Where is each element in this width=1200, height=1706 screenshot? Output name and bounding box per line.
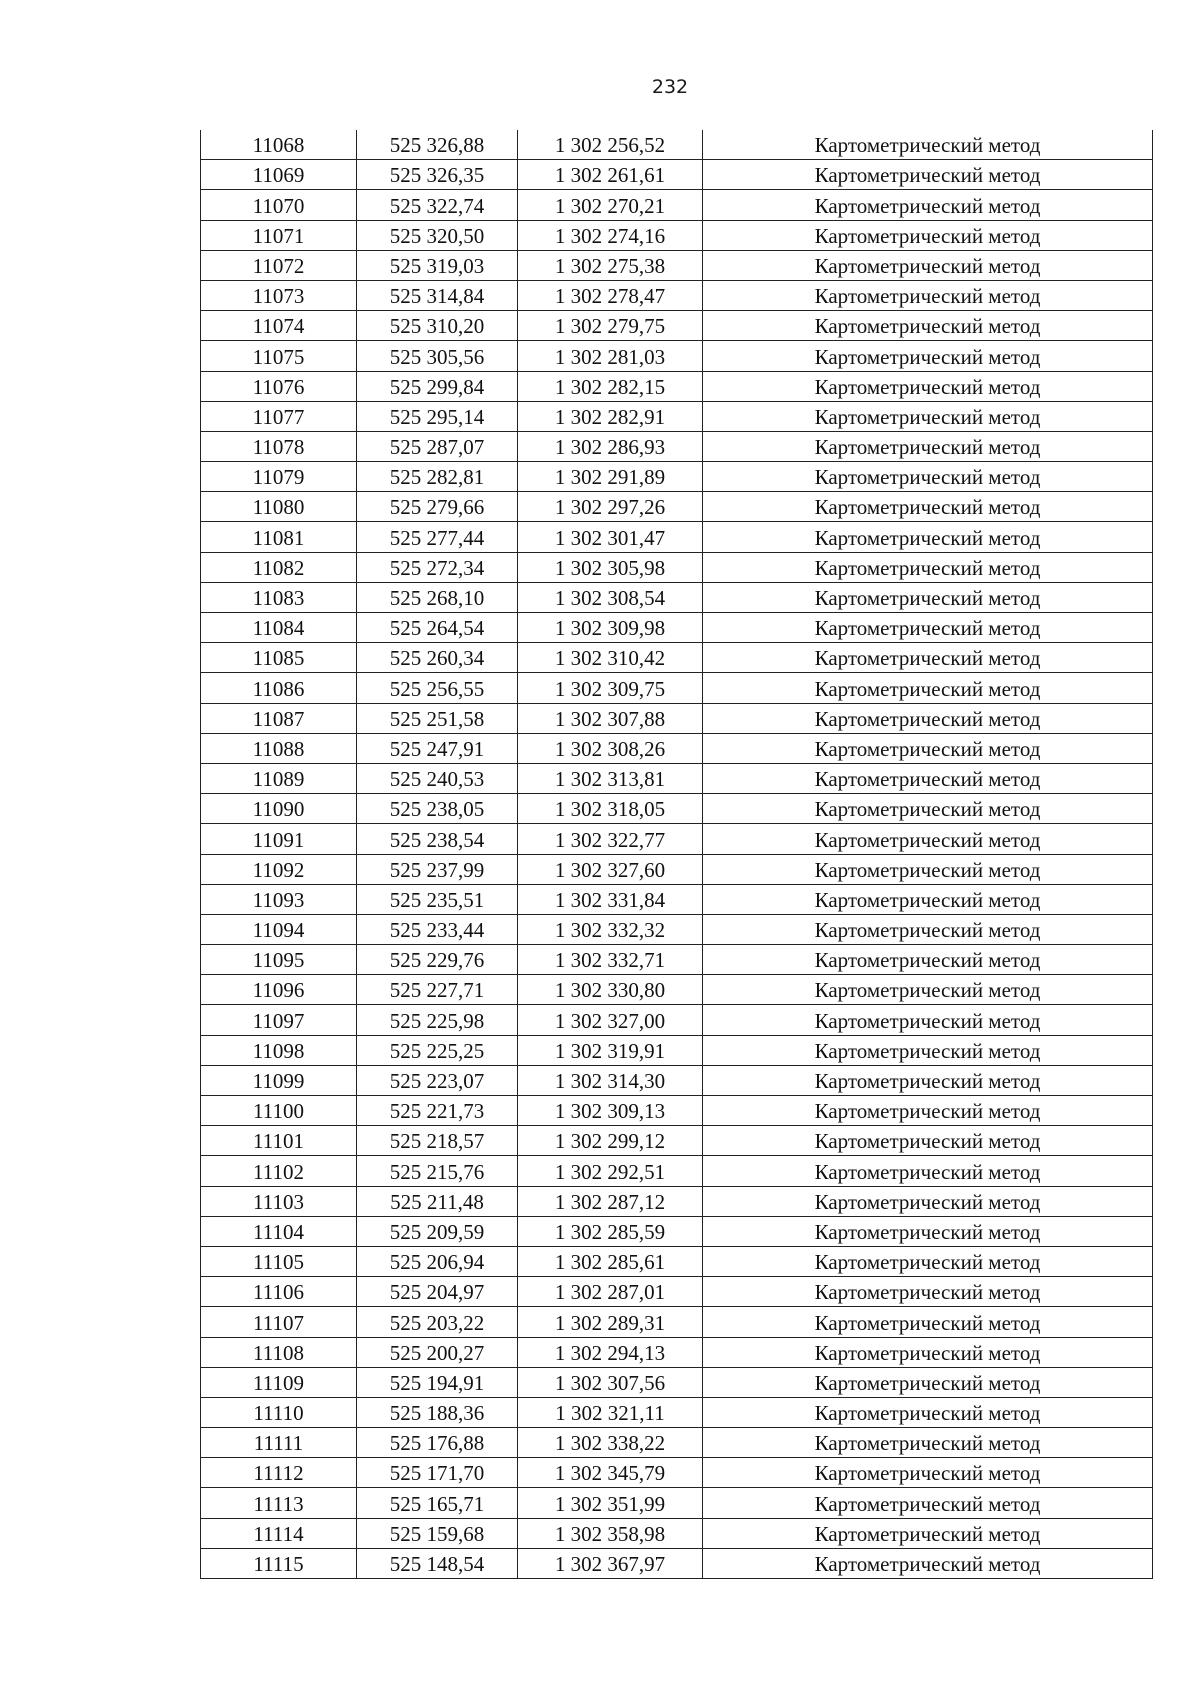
method-cell: Картометрический метод — [703, 824, 1153, 854]
point-number-cell: 11093 — [201, 884, 357, 914]
y-coordinate-cell: 1 302 327,60 — [518, 854, 703, 884]
point-number-cell: 11083 — [201, 582, 357, 612]
y-coordinate-cell: 1 302 256,52 — [518, 130, 703, 160]
y-coordinate-cell: 1 302 289,31 — [518, 1307, 703, 1337]
point-number-cell: 11073 — [201, 280, 357, 310]
y-coordinate-cell: 1 302 321,11 — [518, 1397, 703, 1427]
method-cell: Картометрический метод — [703, 341, 1153, 371]
table-row — [201, 552, 1153, 582]
y-coordinate-cell: 1 302 285,59 — [518, 1216, 703, 1246]
x-coordinate-cell: 525 227,71 — [357, 975, 518, 1005]
x-coordinate-cell: 525 305,56 — [357, 341, 518, 371]
table-row — [201, 130, 1153, 160]
x-coordinate-cell: 525 159,68 — [357, 1518, 518, 1548]
method-cell: Картометрический метод — [703, 190, 1153, 220]
point-number-cell: 11101 — [201, 1126, 357, 1156]
method-cell: Картометрический метод — [703, 1458, 1153, 1488]
x-coordinate-cell: 525 223,07 — [357, 1065, 518, 1095]
y-coordinate-cell: 1 302 307,56 — [518, 1367, 703, 1397]
x-coordinate-cell: 525 238,05 — [357, 794, 518, 824]
y-coordinate-cell: 1 302 309,13 — [518, 1096, 703, 1126]
y-coordinate-cell: 1 302 332,71 — [518, 945, 703, 975]
y-coordinate-cell: 1 302 285,61 — [518, 1246, 703, 1276]
table-row — [201, 945, 1153, 975]
x-coordinate-cell: 525 279,66 — [357, 492, 518, 522]
point-number-cell: 11092 — [201, 854, 357, 884]
table-row — [201, 854, 1153, 884]
point-number-cell: 11099 — [201, 1065, 357, 1095]
x-coordinate-cell: 525 256,55 — [357, 673, 518, 703]
point-number-cell: 11113 — [201, 1488, 357, 1518]
method-cell: Картометрический метод — [703, 794, 1153, 824]
x-coordinate-cell: 525 238,54 — [357, 824, 518, 854]
table-row — [201, 1397, 1153, 1427]
method-cell: Картометрический метод — [703, 763, 1153, 793]
table-row — [201, 733, 1153, 763]
x-coordinate-cell: 525 171,70 — [357, 1458, 518, 1488]
method-cell: Картометрический метод — [703, 613, 1153, 643]
point-number-cell: 11069 — [201, 160, 357, 190]
method-cell: Картометрический метод — [703, 552, 1153, 582]
point-number-cell: 11089 — [201, 763, 357, 793]
method-cell: Картометрический метод — [703, 220, 1153, 250]
point-number-cell: 11071 — [201, 220, 357, 250]
table-row — [201, 190, 1153, 220]
method-cell: Картометрический метод — [703, 1035, 1153, 1065]
method-cell: Картометрический метод — [703, 1065, 1153, 1095]
y-coordinate-cell: 1 302 278,47 — [518, 280, 703, 310]
point-number-cell: 11090 — [201, 794, 357, 824]
point-number-cell: 11096 — [201, 975, 357, 1005]
coordinates-table — [200, 130, 1153, 1579]
y-coordinate-cell: 1 302 292,51 — [518, 1156, 703, 1186]
table-row — [201, 824, 1153, 854]
y-coordinate-cell: 1 302 319,91 — [518, 1035, 703, 1065]
x-coordinate-cell: 525 233,44 — [357, 914, 518, 944]
point-number-cell: 11074 — [201, 311, 357, 341]
x-coordinate-cell: 525 282,81 — [357, 462, 518, 492]
table-row — [201, 613, 1153, 643]
x-coordinate-cell: 525 251,58 — [357, 703, 518, 733]
x-coordinate-cell: 525 287,07 — [357, 431, 518, 461]
table-row — [201, 1428, 1153, 1458]
method-cell: Картометрический метод — [703, 1428, 1153, 1458]
y-coordinate-cell: 1 302 351,99 — [518, 1488, 703, 1518]
table-row — [201, 1337, 1153, 1367]
y-coordinate-cell: 1 302 281,03 — [518, 341, 703, 371]
method-cell: Картометрический метод — [703, 250, 1153, 280]
x-coordinate-cell: 525 320,50 — [357, 220, 518, 250]
table-row — [201, 1246, 1153, 1276]
method-cell: Картометрический метод — [703, 522, 1153, 552]
coordinates-table-body — [201, 130, 1153, 1579]
table-row — [201, 975, 1153, 1005]
point-number-cell: 11094 — [201, 914, 357, 944]
y-coordinate-cell: 1 302 297,26 — [518, 492, 703, 522]
point-number-cell: 11115 — [201, 1548, 357, 1578]
x-coordinate-cell: 525 272,34 — [357, 552, 518, 582]
method-cell: Картометрический метод — [703, 582, 1153, 612]
point-number-cell: 11114 — [201, 1518, 357, 1548]
x-coordinate-cell: 525 299,84 — [357, 371, 518, 401]
x-coordinate-cell: 525 260,34 — [357, 643, 518, 673]
x-coordinate-cell: 525 204,97 — [357, 1277, 518, 1307]
method-cell: Картометрический метод — [703, 884, 1153, 914]
method-cell: Картометрический метод — [703, 130, 1153, 160]
table-row — [201, 1367, 1153, 1397]
y-coordinate-cell: 1 302 309,98 — [518, 613, 703, 643]
method-cell: Картометрический метод — [703, 854, 1153, 884]
table-row — [201, 431, 1153, 461]
y-coordinate-cell: 1 302 310,42 — [518, 643, 703, 673]
y-coordinate-cell: 1 302 338,22 — [518, 1428, 703, 1458]
table-row — [201, 1307, 1153, 1337]
point-number-cell: 11112 — [201, 1458, 357, 1488]
method-cell: Картометрический метод — [703, 914, 1153, 944]
y-coordinate-cell: 1 302 270,21 — [518, 190, 703, 220]
point-number-cell: 11110 — [201, 1397, 357, 1427]
method-cell: Картометрический метод — [703, 1518, 1153, 1548]
table-row — [201, 1096, 1153, 1126]
table-row — [201, 522, 1153, 552]
table-row — [201, 1186, 1153, 1216]
point-number-cell: 11079 — [201, 462, 357, 492]
x-coordinate-cell: 525 188,36 — [357, 1397, 518, 1427]
point-number-cell: 11081 — [201, 522, 357, 552]
point-number-cell: 11070 — [201, 190, 357, 220]
method-cell: Картометрический метод — [703, 1246, 1153, 1276]
method-cell: Картометрический метод — [703, 945, 1153, 975]
method-cell: Картометрический метод — [703, 492, 1153, 522]
x-coordinate-cell: 525 268,10 — [357, 582, 518, 612]
table-row — [201, 1458, 1153, 1488]
method-cell: Картометрический метод — [703, 280, 1153, 310]
x-coordinate-cell: 525 240,53 — [357, 763, 518, 793]
point-number-cell: 11078 — [201, 431, 357, 461]
table-row — [201, 371, 1153, 401]
x-coordinate-cell: 525 206,94 — [357, 1246, 518, 1276]
x-coordinate-cell: 525 200,27 — [357, 1337, 518, 1367]
table-row — [201, 1035, 1153, 1065]
table-row — [201, 1065, 1153, 1095]
y-coordinate-cell: 1 302 358,98 — [518, 1518, 703, 1548]
y-coordinate-cell: 1 302 294,13 — [518, 1337, 703, 1367]
point-number-cell: 11088 — [201, 733, 357, 763]
table-row — [201, 462, 1153, 492]
y-coordinate-cell: 1 302 261,61 — [518, 160, 703, 190]
point-number-cell: 11077 — [201, 401, 357, 431]
x-coordinate-cell: 525 237,99 — [357, 854, 518, 884]
x-coordinate-cell: 525 319,03 — [357, 250, 518, 280]
x-coordinate-cell: 525 295,14 — [357, 401, 518, 431]
table-row — [201, 1277, 1153, 1307]
x-coordinate-cell: 525 194,91 — [357, 1367, 518, 1397]
y-coordinate-cell: 1 302 345,79 — [518, 1458, 703, 1488]
point-number-cell: 11080 — [201, 492, 357, 522]
table-row — [201, 250, 1153, 280]
table-row — [201, 160, 1153, 190]
point-number-cell: 11095 — [201, 945, 357, 975]
point-number-cell: 11097 — [201, 1005, 357, 1035]
method-cell: Картометрический метод — [703, 1367, 1153, 1397]
method-cell: Картометрический метод — [703, 673, 1153, 703]
method-cell: Картометрический метод — [703, 975, 1153, 1005]
table-row — [201, 492, 1153, 522]
x-coordinate-cell: 525 165,71 — [357, 1488, 518, 1518]
x-coordinate-cell: 525 247,91 — [357, 733, 518, 763]
x-coordinate-cell: 525 264,54 — [357, 613, 518, 643]
point-number-cell: 11106 — [201, 1277, 357, 1307]
point-number-cell: 11086 — [201, 673, 357, 703]
y-coordinate-cell: 1 302 282,91 — [518, 401, 703, 431]
table-row — [201, 763, 1153, 793]
table-row — [201, 1216, 1153, 1246]
point-number-cell: 11076 — [201, 371, 357, 401]
point-number-cell: 11068 — [201, 130, 357, 160]
table-row — [201, 1548, 1153, 1578]
point-number-cell: 11085 — [201, 643, 357, 673]
table-row — [201, 884, 1153, 914]
point-number-cell: 11087 — [201, 703, 357, 733]
y-coordinate-cell: 1 302 291,89 — [518, 462, 703, 492]
method-cell: Картометрический метод — [703, 431, 1153, 461]
table-row — [201, 1005, 1153, 1035]
x-coordinate-cell: 525 277,44 — [357, 522, 518, 552]
y-coordinate-cell: 1 302 287,12 — [518, 1186, 703, 1216]
table-row — [201, 703, 1153, 733]
point-number-cell: 11109 — [201, 1367, 357, 1397]
x-coordinate-cell: 525 310,20 — [357, 311, 518, 341]
y-coordinate-cell: 1 302 308,26 — [518, 733, 703, 763]
y-coordinate-cell: 1 302 286,93 — [518, 431, 703, 461]
table-row — [201, 1126, 1153, 1156]
point-number-cell: 11098 — [201, 1035, 357, 1065]
method-cell: Картометрический метод — [703, 1488, 1153, 1518]
point-number-cell: 11111 — [201, 1428, 357, 1458]
y-coordinate-cell: 1 302 327,00 — [518, 1005, 703, 1035]
method-cell: Картометрический метод — [703, 401, 1153, 431]
point-number-cell: 11084 — [201, 613, 357, 643]
y-coordinate-cell: 1 302 332,32 — [518, 914, 703, 944]
x-coordinate-cell: 525 203,22 — [357, 1307, 518, 1337]
x-coordinate-cell: 525 218,57 — [357, 1126, 518, 1156]
table-row — [201, 914, 1153, 944]
point-number-cell: 11105 — [201, 1246, 357, 1276]
method-cell: Картометрический метод — [703, 733, 1153, 763]
method-cell: Картометрический метод — [703, 311, 1153, 341]
x-coordinate-cell: 525 225,25 — [357, 1035, 518, 1065]
y-coordinate-cell: 1 302 279,75 — [518, 311, 703, 341]
y-coordinate-cell: 1 302 330,80 — [518, 975, 703, 1005]
method-cell: Картометрический метод — [703, 160, 1153, 190]
method-cell: Картометрический метод — [703, 703, 1153, 733]
method-cell: Картометрический метод — [703, 1277, 1153, 1307]
table-row — [201, 794, 1153, 824]
table-row — [201, 582, 1153, 612]
x-coordinate-cell: 525 229,76 — [357, 945, 518, 975]
point-number-cell: 11107 — [201, 1307, 357, 1337]
method-cell: Картометрический метод — [703, 1548, 1153, 1578]
method-cell: Картометрический метод — [703, 1307, 1153, 1337]
point-number-cell: 11072 — [201, 250, 357, 280]
y-coordinate-cell: 1 302 305,98 — [518, 552, 703, 582]
y-coordinate-cell: 1 302 309,75 — [518, 673, 703, 703]
method-cell: Картометрический метод — [703, 1216, 1153, 1246]
point-number-cell: 11102 — [201, 1156, 357, 1186]
x-coordinate-cell: 525 148,54 — [357, 1548, 518, 1578]
y-coordinate-cell: 1 302 313,81 — [518, 763, 703, 793]
table-row — [201, 643, 1153, 673]
table-row — [201, 280, 1153, 310]
x-coordinate-cell: 525 326,88 — [357, 130, 518, 160]
y-coordinate-cell: 1 302 299,12 — [518, 1126, 703, 1156]
method-cell: Картометрический метод — [703, 1096, 1153, 1126]
method-cell: Картометрический метод — [703, 371, 1153, 401]
y-coordinate-cell: 1 302 331,84 — [518, 884, 703, 914]
x-coordinate-cell: 525 314,84 — [357, 280, 518, 310]
y-coordinate-cell: 1 302 301,47 — [518, 522, 703, 552]
point-number-cell: 11082 — [201, 552, 357, 582]
table-row — [201, 220, 1153, 250]
y-coordinate-cell: 1 302 307,88 — [518, 703, 703, 733]
x-coordinate-cell: 525 209,59 — [357, 1216, 518, 1246]
x-coordinate-cell: 525 221,73 — [357, 1096, 518, 1126]
x-coordinate-cell: 525 322,74 — [357, 190, 518, 220]
y-coordinate-cell: 1 302 322,77 — [518, 824, 703, 854]
y-coordinate-cell: 1 302 314,30 — [518, 1065, 703, 1095]
method-cell: Картометрический метод — [703, 1005, 1153, 1035]
y-coordinate-cell: 1 302 308,54 — [518, 582, 703, 612]
table-row — [201, 401, 1153, 431]
x-coordinate-cell: 525 211,48 — [357, 1186, 518, 1216]
method-cell: Картометрический метод — [703, 643, 1153, 673]
method-cell: Картометрический метод — [703, 462, 1153, 492]
y-coordinate-cell: 1 302 274,16 — [518, 220, 703, 250]
point-number-cell: 11108 — [201, 1337, 357, 1367]
x-coordinate-cell: 525 225,98 — [357, 1005, 518, 1035]
point-number-cell: 11104 — [201, 1216, 357, 1246]
table-row — [201, 1518, 1153, 1548]
x-coordinate-cell: 525 176,88 — [357, 1428, 518, 1458]
table-row — [201, 341, 1153, 371]
table-row — [201, 673, 1153, 703]
method-cell: Картометрический метод — [703, 1337, 1153, 1367]
method-cell: Картометрический метод — [703, 1186, 1153, 1216]
x-coordinate-cell: 525 215,76 — [357, 1156, 518, 1186]
y-coordinate-cell: 1 302 275,38 — [518, 250, 703, 280]
table-row — [201, 311, 1153, 341]
point-number-cell: 11075 — [201, 341, 357, 371]
y-coordinate-cell: 1 302 318,05 — [518, 794, 703, 824]
table-row — [201, 1156, 1153, 1186]
x-coordinate-cell: 525 235,51 — [357, 884, 518, 914]
point-number-cell: 11100 — [201, 1096, 357, 1126]
page-number: 232 — [651, 76, 689, 98]
y-coordinate-cell: 1 302 367,97 — [518, 1548, 703, 1578]
method-cell: Картометрический метод — [703, 1397, 1153, 1427]
x-coordinate-cell: 525 326,35 — [357, 160, 518, 190]
method-cell: Картометрический метод — [703, 1156, 1153, 1186]
method-cell: Картометрический метод — [703, 1126, 1153, 1156]
y-coordinate-cell: 1 302 287,01 — [518, 1277, 703, 1307]
point-number-cell: 11091 — [201, 824, 357, 854]
y-coordinate-cell: 1 302 282,15 — [518, 371, 703, 401]
point-number-cell: 11103 — [201, 1186, 357, 1216]
table-row — [201, 1488, 1153, 1518]
